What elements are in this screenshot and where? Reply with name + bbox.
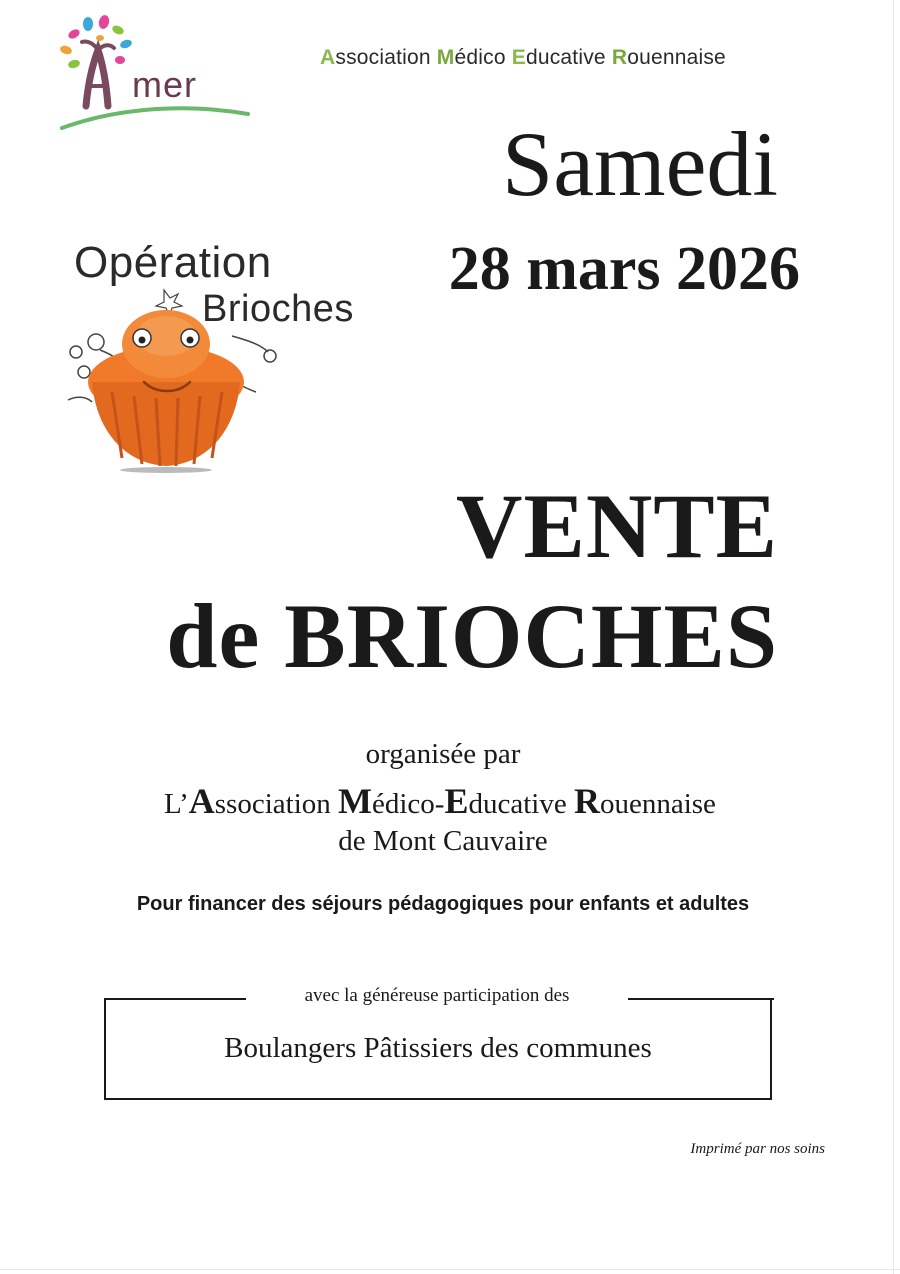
illustration-title-line1: Opération — [74, 238, 272, 287]
organizer-word-e: ducative — [468, 788, 574, 820]
organizer-word-m: édico- — [372, 788, 445, 820]
header-word-e: ducative — [525, 46, 612, 69]
header-initial-a: A — [320, 46, 336, 69]
header-association-name — [320, 46, 726, 70]
organizer-intro: organisée par — [365, 738, 521, 770]
header-initial-r: R — [611, 46, 628, 69]
organizer-prefix: L’ — [164, 788, 189, 820]
header-word-m: édico — [454, 46, 512, 69]
print-note: Imprimé par nos soins — [690, 1141, 825, 1157]
header-word-a: ssociation — [335, 46, 437, 69]
event-date: 28 mars 2026 — [448, 235, 800, 303]
partners-box-top-left — [104, 998, 246, 1000]
header-initial-e: E — [511, 46, 526, 69]
illustration-title-line2: Brioches — [202, 288, 354, 330]
organizer-initial-a: A — [188, 781, 215, 821]
operation-brioches-illustration — [56, 232, 388, 476]
partners-box-top-right — [628, 998, 774, 1000]
page-edge-bottom — [0, 1269, 900, 1270]
organizer-name — [0, 780, 880, 822]
purpose-text: Pour financer des séjours pédagogiques pour enfants et adultes — [136, 893, 750, 915]
organizer-initial-m: M — [338, 781, 372, 821]
event-day: Samedi — [502, 113, 778, 215]
partners-text: Boulangers Pâtissiers des communes — [224, 1032, 652, 1064]
partners-caption: avec la généreuse participation des — [304, 985, 570, 1006]
main-title-line2: de BRIOCHES — [166, 585, 778, 687]
organizer-location: de Mont Cauvaire — [338, 825, 548, 857]
page-edge-right — [893, 0, 894, 1274]
header-word-r: ouennaise — [627, 46, 726, 69]
amer-logo — [52, 14, 257, 134]
main-title-line1: VENTE — [456, 475, 778, 577]
header-initial-m: M — [436, 46, 455, 69]
organizer-initial-e: E — [444, 781, 469, 821]
organizer-word-r: ouennaise — [599, 788, 716, 820]
organizer-word-a: ssociation — [214, 788, 339, 820]
logo-text: mer — [132, 64, 197, 105]
organizer-initial-r: R — [573, 781, 600, 821]
